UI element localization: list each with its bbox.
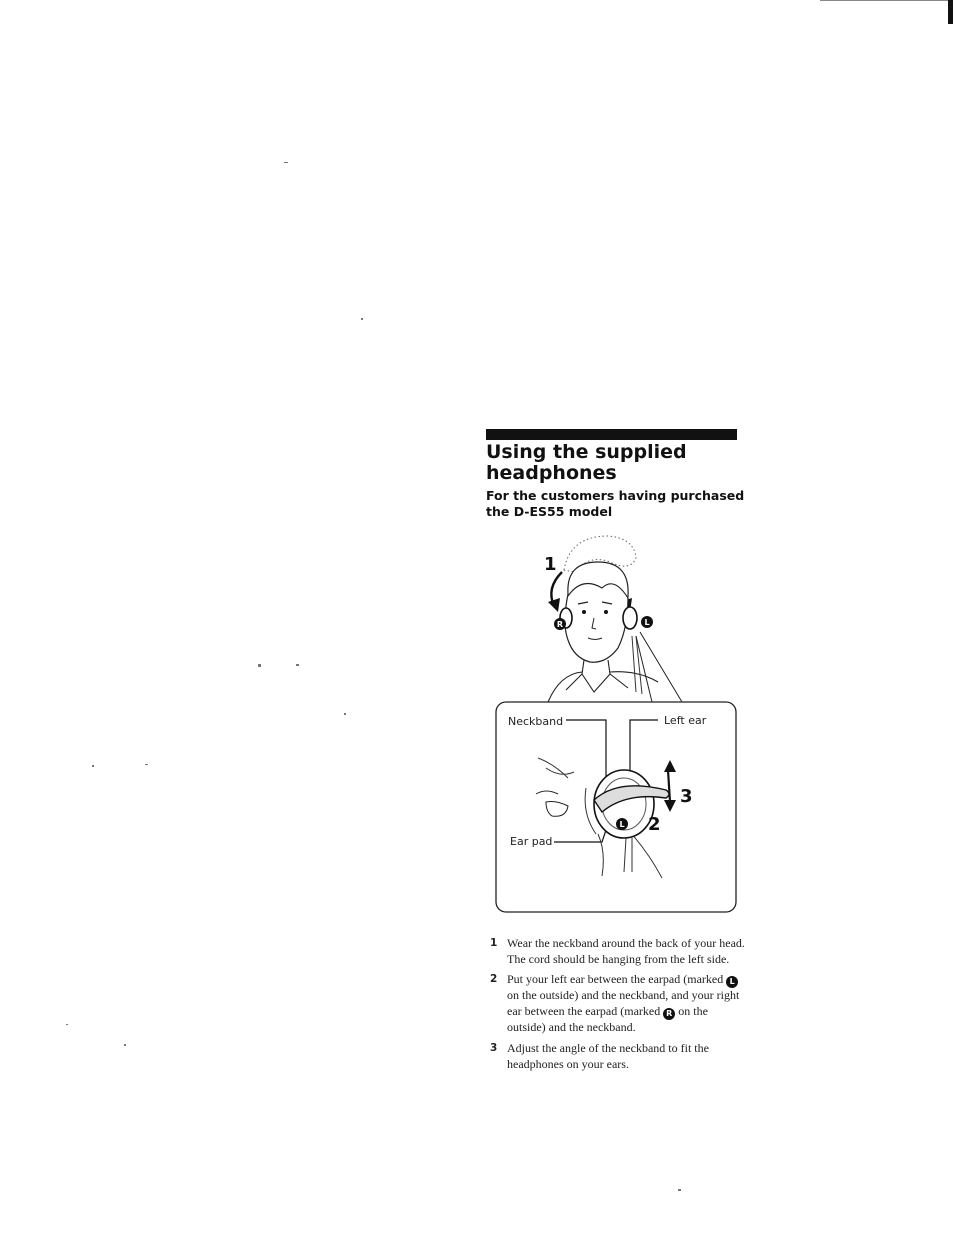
scan-speck [284, 162, 288, 163]
list-item [490, 972, 745, 1035]
step-text-part: Put your left ear between the earpad (marked [507, 972, 724, 987]
step-2-label: 2 [648, 814, 661, 835]
eye-left [582, 610, 586, 614]
step-text [507, 972, 745, 1035]
shirt-collar [566, 674, 628, 692]
scan-speck [678, 1189, 681, 1191]
step-text-part: on the outside) and the neckband. [507, 1004, 708, 1035]
left-ear-leader-line [630, 720, 658, 776]
cord-closeup [624, 838, 632, 872]
section-subtitle: For the customers having purchased the D-ES55 model [486, 488, 745, 519]
scan-speck [92, 765, 94, 767]
list-item [490, 1041, 745, 1072]
arrow-head-icon [548, 598, 560, 612]
page-corner-line [820, 0, 950, 1]
left-marker-closeup-label: L [619, 820, 625, 829]
step-number: 1 [490, 937, 498, 949]
scan-speck [344, 713, 346, 715]
neckband-callout: Neckband [508, 715, 564, 728]
left-marker-label: L [644, 618, 650, 627]
arrow-up-icon [664, 760, 676, 772]
left-ear-callout: Left ear [664, 714, 707, 727]
step-text: Adjust the angle of the neckband to fit the headphones on your ears. [507, 1040, 709, 1071]
eye-right [604, 610, 608, 614]
scan-speck [258, 664, 261, 667]
person-head [565, 562, 628, 662]
step-3-label: 3 [680, 786, 693, 807]
zoom-lines [636, 632, 682, 702]
instruction-steps [490, 936, 745, 1077]
ear-pad-callout: Ear pad [510, 835, 553, 848]
adjust-arrow-shaft [668, 770, 670, 802]
scan-speck [66, 1024, 68, 1025]
right-marker-label: R [556, 620, 564, 629]
step-text-part: on the outside) and the neckband, and your right ear between the earpad (marked [507, 988, 740, 1019]
left-earpad [623, 607, 637, 629]
left-marker-inline-icon: L [726, 976, 738, 988]
side-eyebrow [536, 791, 558, 794]
scan-speck [145, 764, 148, 765]
step-text: Wear the neckband around the back of your head. The cord should be hanging from the left side. [507, 936, 745, 966]
list-item [490, 936, 745, 967]
arrow-down-icon [664, 800, 676, 812]
scan-speck [361, 318, 363, 320]
headphone-cord [632, 636, 642, 694]
headphones-illustration [490, 532, 742, 918]
step-1-label: 1 [544, 554, 557, 575]
section-title: Using the supplied headphones [486, 441, 687, 484]
scan-speck [296, 664, 299, 666]
section-header-bar [486, 429, 737, 440]
page-corner-mark [948, 0, 953, 24]
side-hair [538, 758, 574, 778]
side-eye [546, 802, 568, 817]
right-marker-inline-icon: R [663, 1008, 675, 1020]
scan-speck [124, 1044, 126, 1046]
step-number: 2 [490, 973, 498, 986]
step-number: 3 [490, 1041, 498, 1054]
